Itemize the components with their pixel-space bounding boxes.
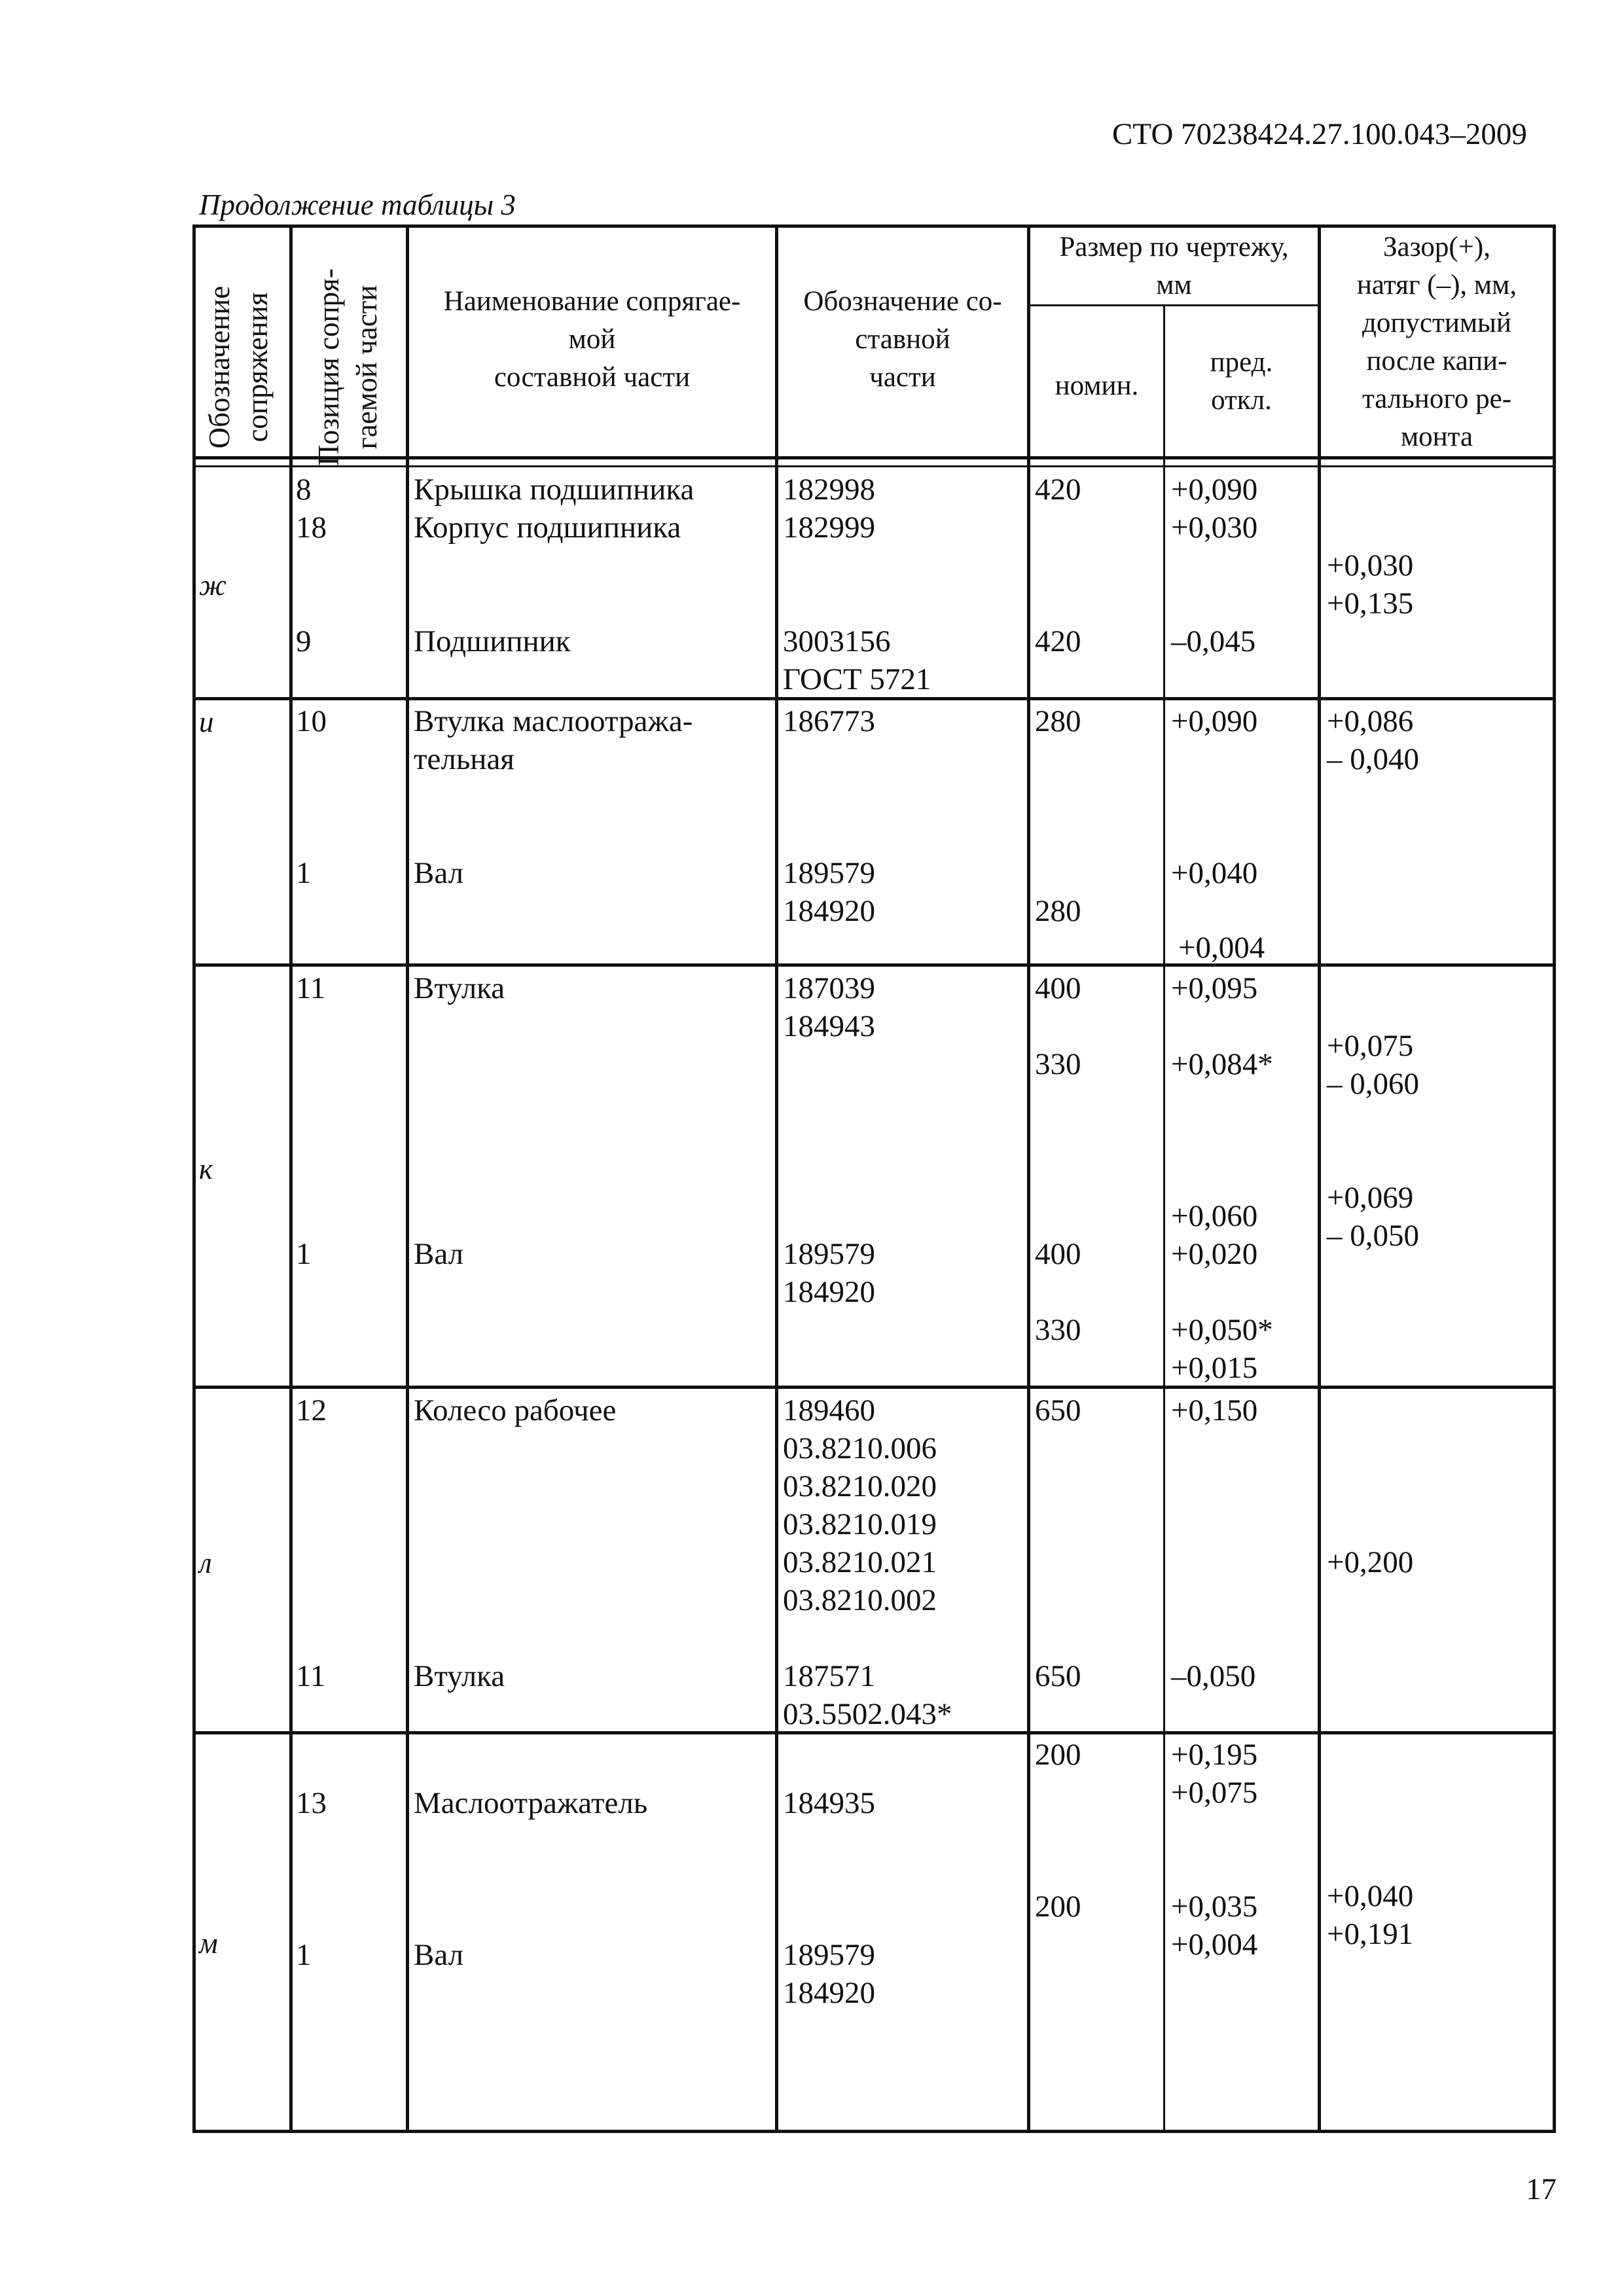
position-cell: 1 bbox=[296, 1938, 312, 1972]
designation-cell: ГОСТ 5721 bbox=[783, 662, 931, 696]
clearance-cell: +0,075 bbox=[1327, 1029, 1414, 1063]
deviation-cell: +0,035 bbox=[1171, 1890, 1258, 1924]
nominal-cell: 650 bbox=[1035, 1659, 1081, 1693]
clearance-cell: – 0,040 bbox=[1327, 742, 1419, 776]
deviation-cell: +0,050* bbox=[1171, 1313, 1273, 1347]
deviation-cell: –0,045 bbox=[1171, 624, 1256, 658]
designation-cell: 182999 bbox=[783, 511, 875, 545]
clearance-cell: +0,040 bbox=[1327, 1879, 1414, 1913]
header-drawing-size: Размер по чертежу, мм bbox=[1059, 232, 1289, 300]
mate-label: ж bbox=[199, 569, 226, 601]
column-divider bbox=[1318, 224, 1321, 2133]
clearance-cell: +0,069 bbox=[1327, 1181, 1414, 1215]
part-name-cell: Подшипник bbox=[414, 624, 571, 658]
table-caption: Продолжение таблицы 3 bbox=[199, 188, 516, 221]
deviation-cell: +0,030 bbox=[1171, 511, 1258, 545]
nominal-cell: 330 bbox=[1035, 1313, 1081, 1347]
deviation-cell: +0,195 bbox=[1171, 1738, 1258, 1772]
designation-cell: 184920 bbox=[783, 1275, 875, 1309]
document-code: СТО 70238424.27.100.043–2009 bbox=[1112, 117, 1527, 151]
group-divider bbox=[192, 963, 1556, 967]
position-cell: 1 bbox=[296, 856, 312, 890]
nominal-cell: 650 bbox=[1035, 1393, 1081, 1427]
designation-cell: 189579 bbox=[783, 1938, 875, 1972]
header-clearance: Зазор(+), натяг (–), мм, допустимый после капи- тального ре- монта bbox=[1356, 232, 1517, 452]
position-cell: 18 bbox=[296, 511, 327, 545]
designation-cell: 187039 bbox=[783, 971, 875, 1005]
nominal-cell: 280 bbox=[1035, 704, 1081, 738]
designation-cell: 186773 bbox=[783, 704, 875, 738]
position-cell: 8 bbox=[296, 473, 312, 507]
part-name-cell: Втулка bbox=[414, 971, 505, 1005]
clearance-cell: – 0,050 bbox=[1327, 1219, 1419, 1253]
designation-cell: 187571 bbox=[783, 1659, 875, 1693]
group-divider bbox=[192, 1386, 1556, 1389]
table-border-right bbox=[1553, 224, 1556, 2133]
table-border-top bbox=[192, 224, 1556, 228]
header-divider bbox=[192, 456, 1556, 459]
column-divider bbox=[1163, 304, 1165, 2133]
nominal-cell: 200 bbox=[1035, 1890, 1081, 1924]
designation-cell: 03.8210.019 bbox=[783, 1507, 937, 1541]
column-divider bbox=[406, 224, 409, 2133]
part-name-cell: Маслоотражатель bbox=[414, 1786, 648, 1820]
header-part-name: Наименование сопрягае- мой составной части bbox=[443, 286, 741, 393]
deviation-cell: +0,060 bbox=[1171, 1199, 1258, 1233]
deviation-cell: +0,095 bbox=[1171, 971, 1258, 1005]
designation-cell: 184935 bbox=[783, 1786, 875, 1820]
column-divider bbox=[1027, 224, 1030, 2133]
clearance-cell: +0,191 bbox=[1327, 1917, 1414, 1951]
part-name-cell: Вал bbox=[414, 1237, 464, 1271]
position-cell: 13 bbox=[296, 1786, 327, 1820]
column-divider bbox=[289, 224, 293, 2133]
clearance-cell: +0,135 bbox=[1327, 586, 1414, 620]
designation-cell: 182998 bbox=[783, 473, 875, 507]
clearance-cell: – 0,060 bbox=[1327, 1067, 1419, 1101]
position-cell: 9 bbox=[296, 624, 312, 658]
part-name-cell: тельная bbox=[414, 742, 514, 776]
deviation-cell: +0,084* bbox=[1171, 1047, 1273, 1081]
deviation-cell: +0,004 bbox=[1178, 931, 1265, 965]
deviation-cell: +0,015 bbox=[1171, 1351, 1258, 1385]
designation-cell: 3003156 bbox=[783, 624, 891, 658]
position-cell: 1 bbox=[296, 1237, 312, 1271]
designation-cell: 189579 bbox=[783, 1237, 875, 1271]
nominal-cell: 200 bbox=[1035, 1738, 1081, 1772]
designation-cell: 184920 bbox=[783, 894, 875, 928]
table-border-left bbox=[192, 224, 196, 2133]
position-cell: 12 bbox=[296, 1393, 327, 1427]
designation-cell: 03.5502.043* bbox=[783, 1697, 952, 1731]
deviation-cell: +0,040 bbox=[1171, 856, 1258, 890]
deviation-cell: +0,075 bbox=[1171, 1776, 1258, 1810]
deviation-cell: +0,090 bbox=[1171, 704, 1258, 738]
nominal-cell: 420 bbox=[1035, 473, 1081, 507]
nominal-cell: 280 bbox=[1035, 894, 1081, 928]
nominal-cell: 330 bbox=[1035, 1047, 1081, 1081]
part-name-cell: Крышка подшипника bbox=[414, 473, 695, 507]
nominal-cell: 420 bbox=[1035, 624, 1081, 658]
header-part-designation: Обозначение со- ставной части bbox=[803, 286, 1002, 393]
designation-cell: 03.8210.006 bbox=[783, 1431, 937, 1465]
column-divider bbox=[775, 224, 778, 2133]
header-subdivider bbox=[1027, 304, 1318, 306]
designation-cell: 03.8210.020 bbox=[783, 1469, 937, 1503]
page-number: 17 bbox=[1526, 2172, 1557, 2206]
position-cell: 10 bbox=[296, 704, 327, 738]
position-cell: 11 bbox=[296, 971, 326, 1005]
part-name-cell: Втулка bbox=[414, 1659, 505, 1693]
part-name-cell: Втулка маслоотража- bbox=[414, 704, 693, 738]
clearance-cell: +0,200 bbox=[1327, 1545, 1414, 1579]
designation-cell: 189460 bbox=[783, 1393, 875, 1427]
part-name-cell: Вал bbox=[414, 856, 464, 890]
part-name-cell: Вал bbox=[414, 1938, 464, 1972]
designation-cell: 189579 bbox=[783, 856, 875, 890]
mate-label: к bbox=[199, 1153, 213, 1185]
part-name-cell: Колесо рабочее bbox=[414, 1393, 617, 1427]
position-cell: 11 bbox=[296, 1659, 326, 1693]
header-part-position: Позиция сопря- гаемой части bbox=[312, 268, 383, 466]
clearance-cell: +0,086 bbox=[1327, 704, 1414, 738]
deviation-cell: +0,004 bbox=[1171, 1928, 1258, 1962]
header-deviation: пред. откл. bbox=[1210, 347, 1273, 416]
header-nominal: номин. bbox=[1055, 370, 1139, 401]
designation-cell: 184943 bbox=[783, 1009, 875, 1043]
deviation-cell: +0,090 bbox=[1171, 473, 1258, 507]
mate-label: л bbox=[199, 1547, 212, 1579]
nominal-cell: 400 bbox=[1035, 971, 1081, 1005]
nominal-cell: 400 bbox=[1035, 1237, 1081, 1271]
mate-label: и bbox=[199, 706, 214, 738]
header-mate-designation: Обозначение сопряжения bbox=[203, 285, 274, 449]
designation-cell: 03.8210.021 bbox=[783, 1545, 937, 1579]
mate-label: м bbox=[199, 1927, 218, 1960]
deviation-cell: +0,020 bbox=[1171, 1237, 1258, 1271]
part-name-cell: Корпус подшипника bbox=[414, 511, 681, 545]
header-divider bbox=[192, 465, 1556, 467]
deviation-cell: +0,150 bbox=[1171, 1393, 1258, 1427]
deviation-cell: –0,050 bbox=[1171, 1659, 1256, 1693]
table-border-bottom bbox=[192, 2130, 1556, 2133]
designation-cell: 184920 bbox=[783, 1976, 875, 2010]
clearance-cell: +0,030 bbox=[1327, 548, 1414, 583]
designation-cell: 03.8210.002 bbox=[783, 1583, 937, 1617]
